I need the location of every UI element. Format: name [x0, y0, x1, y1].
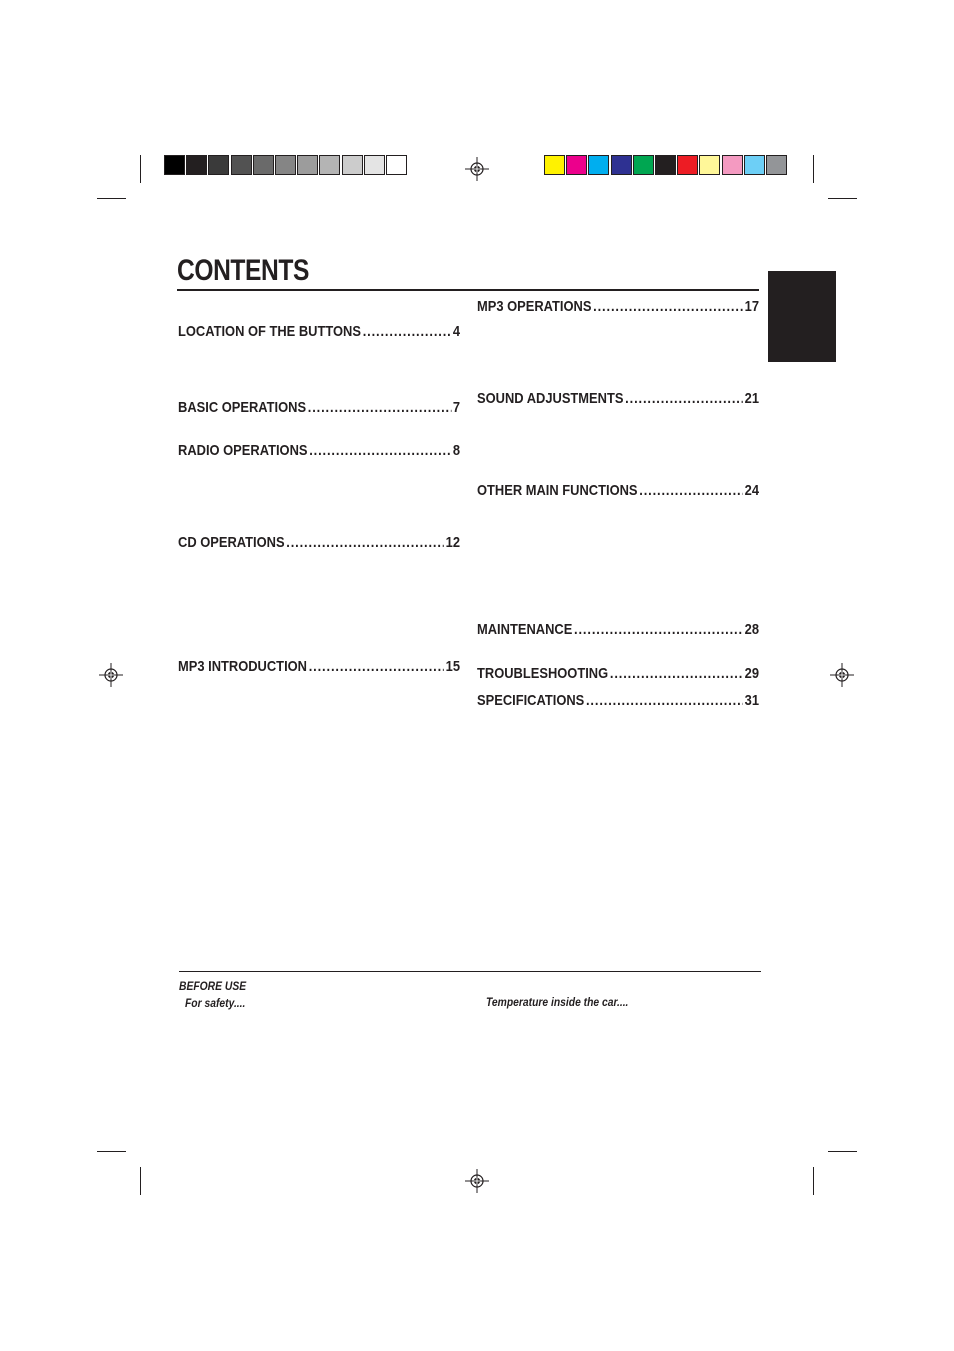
toc-leader-dots [639, 482, 743, 499]
crop-mark-bottom-left-vertical [140, 1167, 141, 1195]
registration-mark-bottom-icon [465, 1169, 489, 1193]
toc-entry-label: LOCATION OF THE BUTTONS [178, 323, 361, 340]
calibration-swatch [677, 155, 698, 175]
toc-entry-other-main-functions[interactable] [477, 482, 759, 499]
toc-entry-page: 12 [445, 534, 460, 551]
calibration-swatch [231, 155, 252, 175]
toc-leader-dots [309, 442, 451, 459]
toc-leader-dots [309, 658, 444, 675]
calibration-swatch [164, 155, 185, 175]
calibration-swatch [319, 155, 340, 175]
toc-entry-mp3-introduction[interactable] [178, 658, 460, 675]
calibration-swatch [699, 155, 720, 175]
toc-leader-dots [574, 621, 743, 638]
toc-entry-cd-operations[interactable] [178, 534, 460, 551]
calibration-swatch [342, 155, 363, 175]
calibration-swatch [766, 155, 787, 175]
toc-entry-label: OTHER MAIN FUNCTIONS [477, 482, 638, 499]
calibration-swatch [275, 155, 296, 175]
footer-note-right: Temperature inside the car.... [486, 995, 629, 1009]
calibration-swatch [364, 155, 385, 175]
toc-leader-dots [593, 298, 743, 315]
toc-entry-label: MAINTENANCE [477, 621, 573, 638]
toc-entry-radio-operations[interactable] [178, 442, 460, 459]
crop-mark-top-right-horizontal [828, 198, 857, 199]
calibration-swatch [744, 155, 765, 175]
toc-entry-location-of-the-buttons[interactable] [178, 323, 460, 340]
calibration-swatch [297, 155, 318, 175]
footer-note-left: For safety.... [185, 996, 246, 1010]
calibration-swatch [655, 155, 676, 175]
toc-entry-label: BASIC OPERATIONS [178, 399, 307, 416]
toc-leader-dots [586, 692, 743, 709]
calibration-swatch [611, 155, 632, 175]
calibration-swatch [544, 155, 565, 175]
toc-leader-dots [610, 665, 743, 682]
toc-entry-page: 28 [744, 621, 759, 638]
toc-entry-page: 4 [452, 323, 460, 340]
toc-entry-label: MP3 INTRODUCTION [178, 658, 307, 675]
toc-entry-maintenance[interactable] [477, 621, 759, 638]
toc-entry-page: 29 [744, 665, 759, 682]
toc-leader-dots [308, 399, 451, 416]
registration-mark-top-icon [465, 157, 489, 181]
toc-entry-label: RADIO OPERATIONS [178, 442, 308, 459]
registration-mark-left-icon [99, 663, 123, 687]
toc-entry-label: SOUND ADJUSTMENTS [477, 390, 624, 407]
calibration-swatch [208, 155, 229, 175]
footer-rule [179, 971, 761, 972]
toc-leader-dots [363, 323, 451, 340]
title-underline [177, 289, 759, 291]
calibration-swatch [253, 155, 274, 175]
toc-entry-page: 31 [744, 692, 759, 709]
toc-entry-label: SPECIFICATIONS [477, 692, 585, 709]
calibration-swatch [566, 155, 587, 175]
toc-entry-sound-adjustments[interactable] [477, 390, 759, 407]
calibration-swatch [386, 155, 407, 175]
toc-entry-page: 15 [445, 658, 460, 675]
crop-mark-bottom-right-vertical [813, 1167, 814, 1195]
toc-entry-page: 17 [744, 298, 759, 315]
registration-mark-right-icon [830, 663, 854, 687]
crop-mark-top-right-vertical [813, 155, 814, 183]
toc-entry-page: 8 [452, 442, 460, 459]
toc-entry-page: 24 [744, 482, 759, 499]
crop-mark-top-left-vertical [140, 155, 141, 183]
toc-entry-mp3-operations[interactable] [477, 298, 759, 315]
crop-mark-bottom-right-horizontal [828, 1151, 857, 1152]
toc-entry-basic-operations[interactable] [178, 399, 460, 416]
page-title: CONTENTS [177, 254, 310, 287]
crop-mark-top-left-horizontal [97, 198, 126, 199]
toc-entry-label: TROUBLESHOOTING [477, 665, 609, 682]
toc-entry-page: 7 [452, 399, 460, 416]
calibration-swatch [186, 155, 207, 175]
toc-entry-label: CD OPERATIONS [178, 534, 285, 551]
toc-entry-troubleshooting[interactable] [477, 665, 759, 682]
calibration-swatch [633, 155, 654, 175]
footer-heading: BEFORE USE [179, 979, 247, 993]
calibration-swatch [588, 155, 609, 175]
toc-entry-specifications[interactable] [477, 692, 759, 709]
crop-mark-bottom-left-horizontal [97, 1151, 126, 1152]
toc-leader-dots [286, 534, 444, 551]
section-tab [768, 271, 836, 362]
calibration-swatch [722, 155, 743, 175]
toc-leader-dots [625, 390, 743, 407]
toc-entry-page: 21 [744, 390, 759, 407]
toc-entry-label: MP3 OPERATIONS [477, 298, 592, 315]
